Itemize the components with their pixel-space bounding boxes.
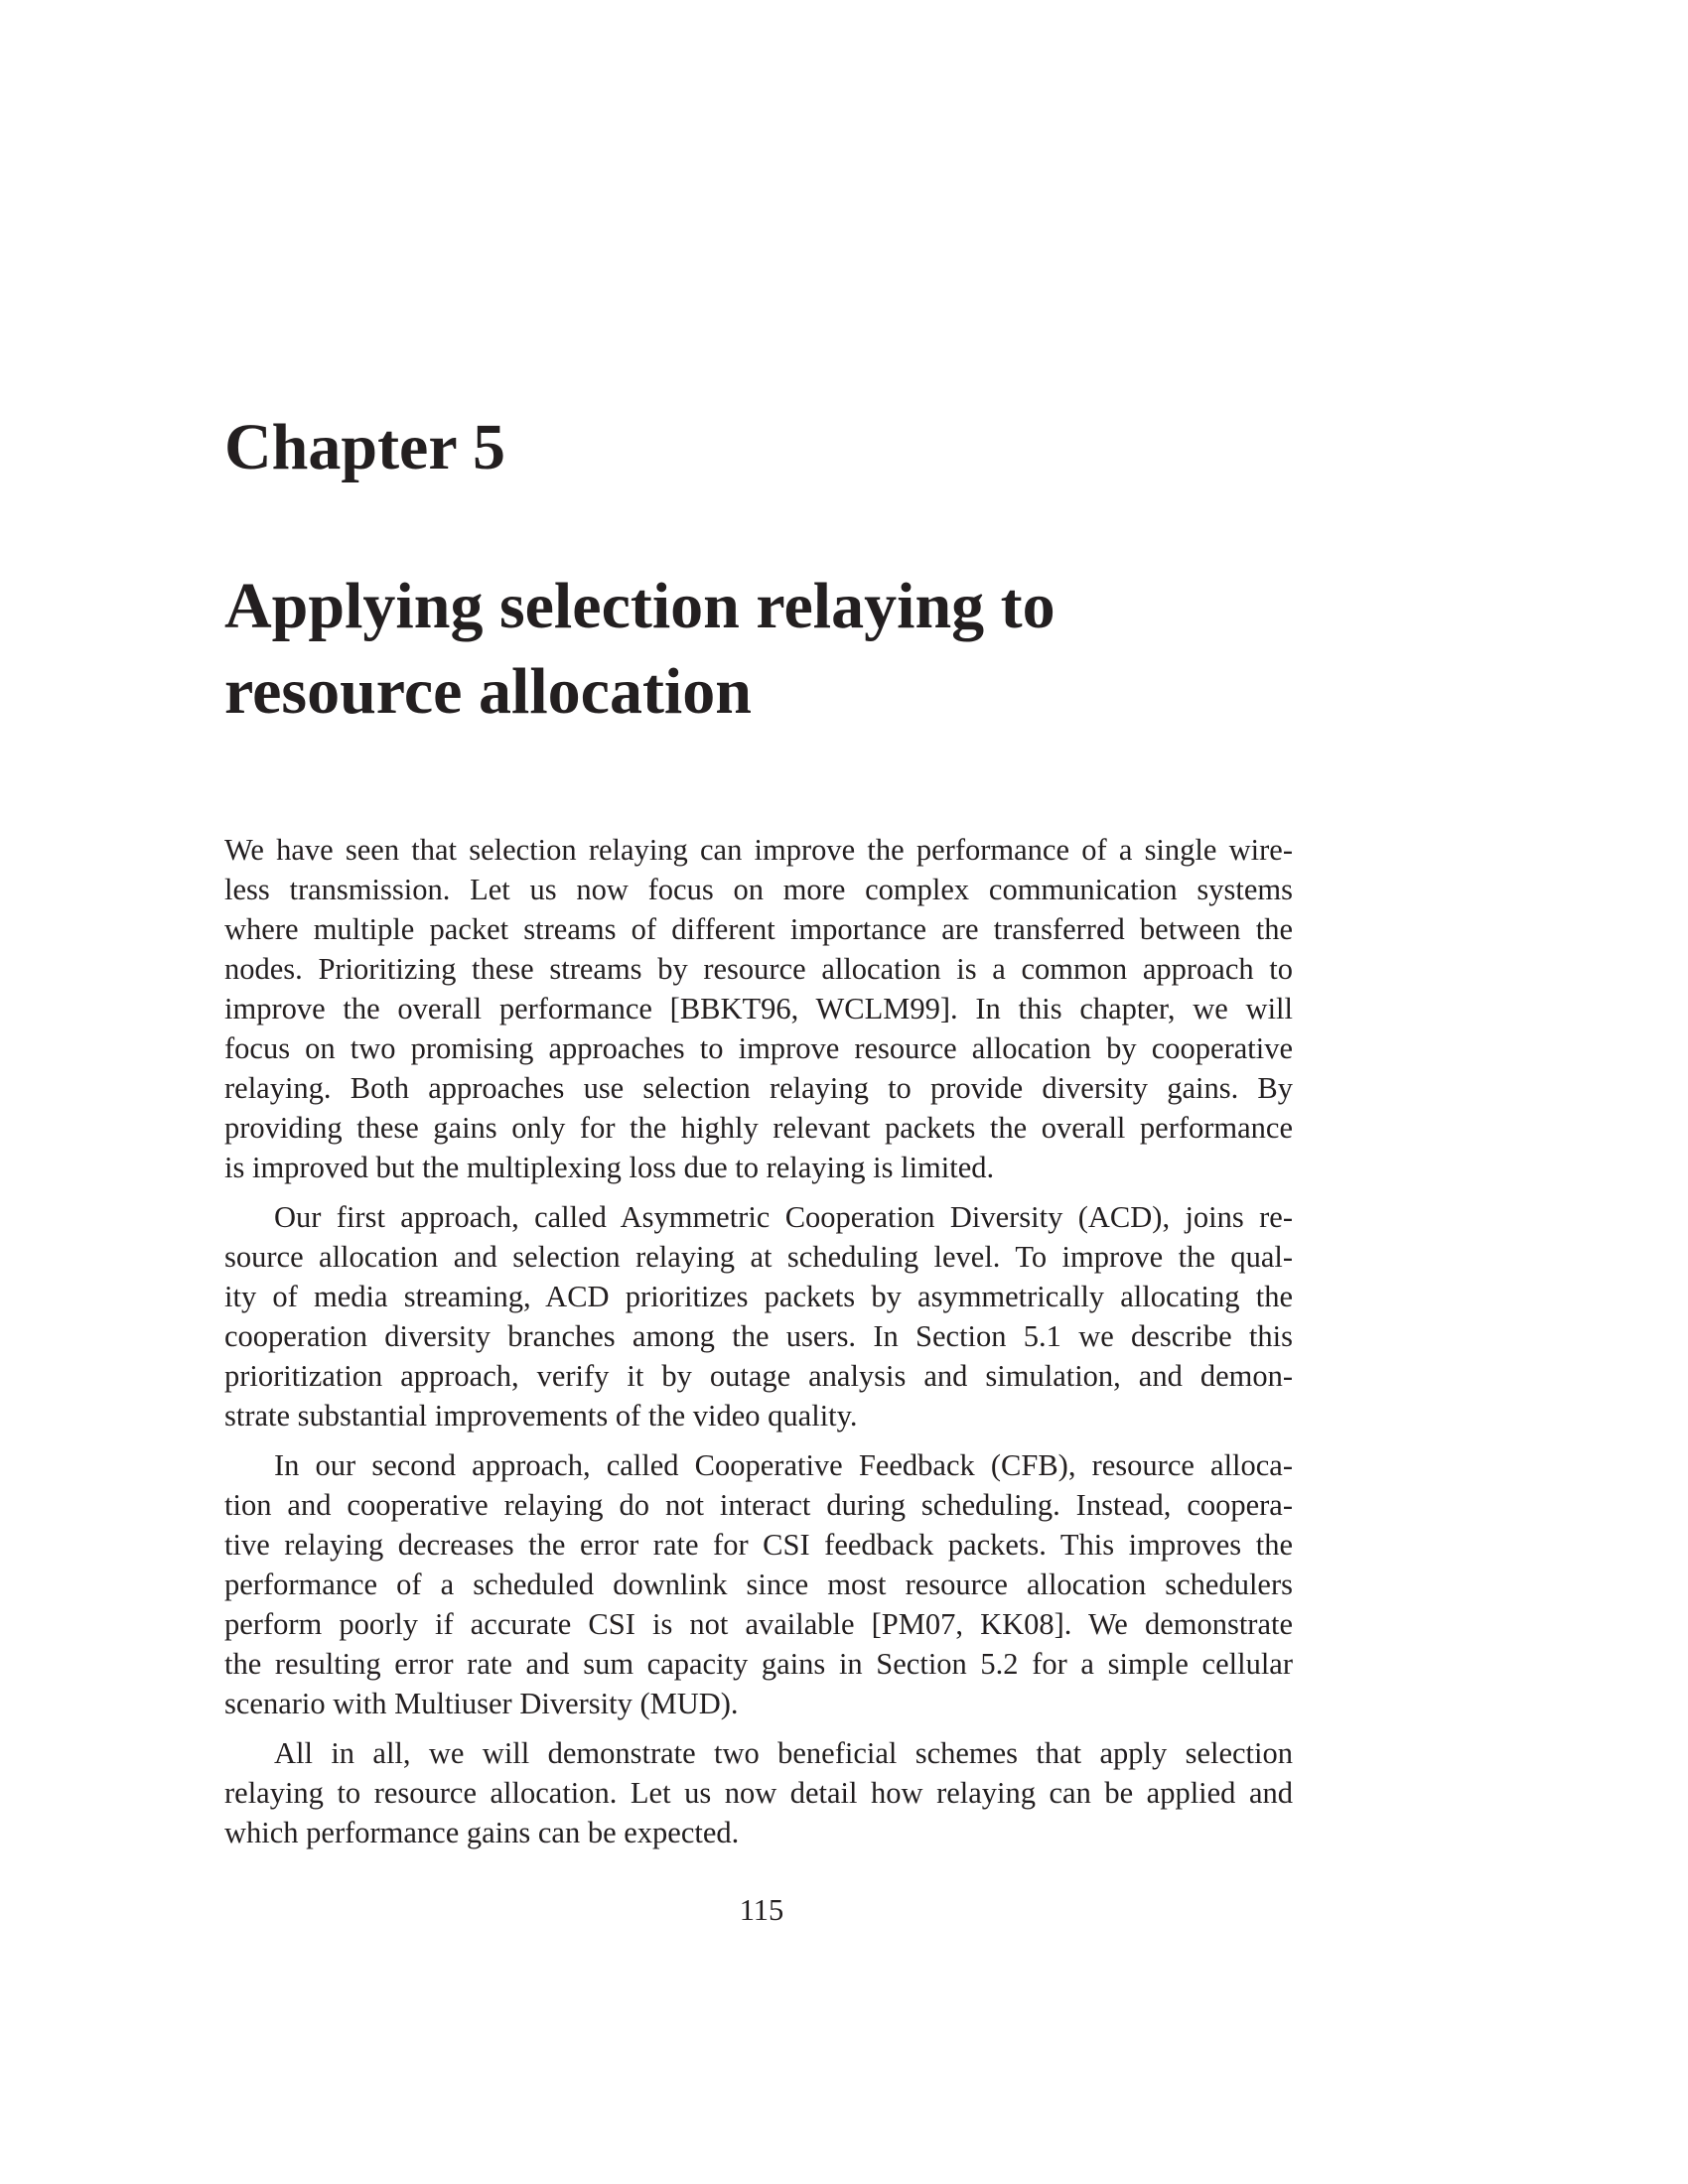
text-line: which performance gains can be expected. bbox=[224, 1816, 740, 1849]
chapter-title-line: resource allocation bbox=[224, 655, 752, 728]
page-number: 115 bbox=[739, 1893, 784, 1927]
text-line: the resulting error rate and sum capacity gains in Section 5.2 for a simple cellular bbox=[224, 1647, 1293, 1681]
body-text bbox=[224, 830, 1293, 1862]
text-line: source allocation and selection relaying at scheduling level. To improve the qual- bbox=[224, 1240, 1293, 1274]
chapter-label: Chapter 5 bbox=[224, 411, 505, 483]
text-line: nodes. Prioritizing these streams by resource allocation is a common approach to bbox=[224, 952, 1293, 986]
text-line: is improved but the multiplexing loss due to relaying is limited. bbox=[224, 1151, 995, 1184]
paragraph-acd bbox=[224, 1197, 1293, 1435]
text-line: ity of media streaming, ACD prioritizes packets by asymmetrically allocating the bbox=[224, 1280, 1293, 1313]
text-line: scenario with Multiuser Diversity (MUD). bbox=[224, 1687, 739, 1720]
paragraph-cfb bbox=[224, 1445, 1293, 1723]
text-line: where multiple packet streams of different importance are transferred between the bbox=[224, 912, 1293, 946]
text-line: strate substantial improvements of the video quality. bbox=[224, 1399, 858, 1433]
text-line: performance of a scheduled downlink since most resource allocation schedulers bbox=[224, 1568, 1293, 1601]
text-line: providing these gains only for the highly relevant packets the overall performance bbox=[224, 1111, 1293, 1145]
text-line: We have seen that selection relaying can improve the performance of a single wire- bbox=[224, 833, 1293, 867]
text-line: cooperation diversity branches among the users. In Section 5.1 we describe this bbox=[224, 1319, 1293, 1353]
text-line: perform poorly if accurate CSI is not available [PM07, KK08]. We demonstrate bbox=[224, 1607, 1293, 1641]
text-line: prioritization approach, verify it by outage analysis and simulation, and demon- bbox=[224, 1359, 1293, 1393]
chapter-title bbox=[224, 564, 1055, 735]
text-line: relaying to resource allocation. Let us now detail how relaying can be applied and bbox=[224, 1776, 1293, 1810]
text-line: Our first approach, called Asymmetric Cooperation Diversity (ACD), joins re- bbox=[274, 1200, 1293, 1234]
paragraph-intro bbox=[224, 830, 1293, 1187]
text-line: less transmission. Let us now focus on more complex communication systems bbox=[224, 873, 1293, 906]
text-line: All in all, we will demonstrate two beneficial schemes that apply selection bbox=[274, 1736, 1293, 1770]
text-line: tion and cooperative relaying do not interact during scheduling. Instead, coopera- bbox=[224, 1488, 1293, 1522]
paragraph-summary bbox=[224, 1733, 1293, 1852]
text-line: tive relaying decreases the error rate for CSI feedback packets. This improves the bbox=[224, 1528, 1293, 1562]
text-line: improve the overall performance [BBKT96, WCLM99]. In this chapter, we will bbox=[224, 992, 1293, 1025]
chapter-title-line: Applying selection relaying to bbox=[224, 570, 1055, 642]
text-line: relaying. Both approaches use selection relaying to provide diversity gains. By bbox=[224, 1071, 1293, 1105]
text-line: In our second approach, called Cooperative Feedback (CFB), resource alloca- bbox=[274, 1448, 1293, 1482]
text-line: focus on two promising approaches to improve resource allocation by cooperative bbox=[224, 1031, 1293, 1065]
